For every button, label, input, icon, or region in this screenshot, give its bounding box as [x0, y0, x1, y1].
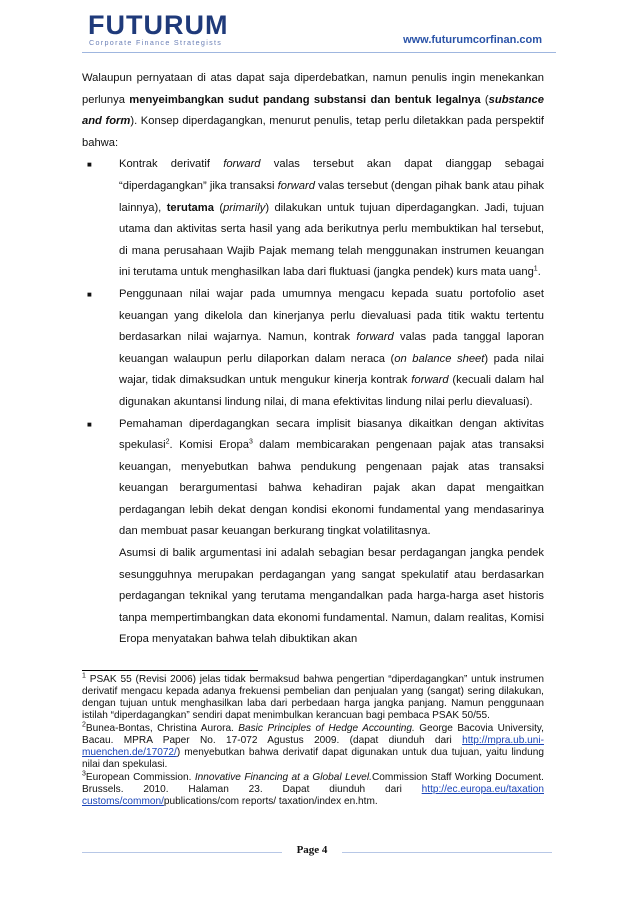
b1-t5: ) dilakukan untuk tujuan diperdagangkan. Jadi, tujuan utama dan aktivitas serta hasil yang ada berikutnya perlu membuktikan hal tersebut, di mana perusahaan Wajib Pajak memang telah menggunakan instrumen keuangan ini terutama untuk menghasilkan laba dari fluktuasi (jangka pendek) kurs mata uang	[119, 201, 544, 279]
b1-i1: forward	[223, 158, 261, 171]
bullet-item-1	[82, 154, 544, 284]
fn3-title: Innovative Financing at a Global Level.	[194, 772, 372, 783]
b2-t1: Penggunaan nilai wajar pada umumnya mengacu kepada suatu portofolio aset keuangan yang dikelola dan kinerjanya perlu dievaluasi pada titik waktu tertentu berdasarkan nilai wajarnya. Namun, kontrak	[119, 287, 544, 344]
b1-bold: terutama	[166, 201, 214, 214]
bullet-1-text	[119, 154, 544, 284]
intro-term: substance and form	[82, 93, 544, 128]
footnote-ref-3[interactable]: 3	[248, 438, 253, 446]
header-divider	[82, 52, 556, 53]
b2-t3: ) pada nilai wajar, tidak dimaksudkan untuk mengukur kinerja kontrak	[119, 352, 544, 387]
b3-t2: . Komisi Eropa	[169, 439, 249, 452]
futurum-logo	[88, 12, 238, 48]
page-header	[0, 0, 638, 62]
b1-i2: forward	[277, 179, 315, 192]
logo-wordmark: FUTURUM	[88, 10, 229, 40]
bullet-3-text	[119, 414, 544, 544]
fn2-t1: Bunea-Bontas, Christina Aurora.	[85, 723, 239, 734]
fn3-t1: European Commission.	[85, 772, 195, 783]
b1-t4: (	[213, 201, 224, 214]
footnote-ref-1[interactable]: 1	[533, 265, 538, 273]
b2-i2: on balance sheet	[394, 352, 485, 365]
page-number: Page 4	[282, 844, 342, 856]
document-body	[82, 68, 544, 651]
footnote-1-number: 1	[82, 672, 86, 680]
footnote-1-text: PSAK 55 (Revisi 2006) jelas tidak bermaksud bahwa pengertian “diperdagangkan” untuk instrumen derivatif mengacu kepada adanya frekuensi pembelian dan penjualan yang (sangat) sering dilakukan, dengan tujuan untuk menghasilkan laba dari perbedaan harga jangka panjang. Namun penggunaan istilah “diperdagangkan” sendiri dapat menimbulkan kerancuan bagi pembaca PSAK 50/55.	[82, 674, 544, 721]
footnote-2	[82, 723, 544, 771]
b1-t1: Kontrak derivatif	[119, 158, 224, 171]
footnote-3-link[interactable]: http://ec.europa.eu/taxation customs/common/	[82, 784, 544, 807]
footnote-2-link[interactable]: http://mpra.ub.uni-muenchen.de/17072/	[82, 735, 544, 758]
bullet-3-continuation: Asumsi di balik argumentasi ini adalah sebagian besar perdagangan jangka pendek sesungguhnya merupakan perdagangan yang sangat spekulatif atau berdasarkan perdagangan teknikal yang terutama mengandalkan pada harga-harga aset historis tanpa mempertimbangkan data ekonomi fundamental. Namun, dalam realitas, Komisi Eropa menyatakan bahwa telah dibuktikan akan	[119, 547, 544, 646]
b3-t3: dalam membicarakan pengenaan pajak atas transaksi keuangan, menyebutkan bahwa pendukung pengenaan pajak atas transaksi keuangan berargumentasi bahwa kehadiran pajak akan dapat mengaitkan perdagangan lebih dekat dengan kondisi ekonomi fundamental yang mendasarinya dan membuat pasar keuangan berkurang tingkat volatilitasnya.	[119, 439, 544, 538]
intro-paragraph	[82, 68, 544, 154]
intro-text-3: ). Konsep diperdagangkan, menurut penulis, tetap perlu diletakkan pada perspektif bahwa:	[82, 115, 545, 149]
intro-text-2: (	[480, 93, 489, 106]
footnote-ref-2[interactable]: 2	[165, 438, 170, 446]
intro-text-1: Walaupun pernyataan di atas dapat saja diperdebatkan, namun penulis ingin menekankan perlunya	[82, 72, 544, 106]
logo-tagline: Corporate Finance Strategists	[89, 38, 223, 47]
footnote-divider	[82, 670, 258, 671]
b3-t1: Pemahaman diperdagangkan secara implisit biasanya dikaitkan dengan aktivitas spekulasi	[119, 417, 544, 452]
square-bullet-icon: ■	[87, 160, 92, 170]
fn2-t2: George Bacovia University, Bacau. MPRA Paper No. 17-072 Agustus 2009. (dapat diunduh dari	[82, 723, 544, 746]
fn3-t2: Commission Staff Working Document. Brussels. 2010. Halaman 23. Dapat diunduh dari	[82, 772, 544, 795]
website-url[interactable]: www.futurumcorfinan.com	[403, 34, 542, 46]
b1-t3: valas tersebut (dengan pihak bank atau pihak lainnya),	[119, 179, 545, 214]
footnote-2-number: 2	[82, 721, 86, 729]
footnote-3-number: 3	[82, 770, 86, 778]
bullet-item-3	[82, 414, 544, 652]
b1-i3: primarily	[223, 201, 266, 214]
b2-t4: (kecuali dalam hal digunakan akuntansi lindung nilai, di mana efektivitas lindung nilai perlu dievaluasi).	[119, 374, 545, 408]
b1-t6: .	[537, 266, 541, 279]
bullet-2-text	[119, 284, 544, 414]
bullet-item-2	[82, 284, 544, 414]
fn2-title: Basic Principles of Hedge Accounting.	[238, 723, 415, 734]
footnotes	[82, 674, 544, 809]
b1-t2: valas tersebut akan dapat dianggap sebagai “diperdagangkan” jika transaksi	[119, 158, 544, 192]
b2-i1: forward	[356, 331, 394, 344]
fn3-t3: publications/com reports/ taxation/index en.htm.	[163, 796, 378, 807]
b2-t2: valas pada tanggal laporan keuangan walaupun perlu dilaporkan dalam neraca (	[119, 331, 545, 365]
intro-emphasis: menyeimbangkan sudut pandang substansi dan bentuk legalnya	[129, 93, 481, 106]
square-bullet-icon: ■	[87, 419, 92, 429]
footnote-1	[82, 674, 544, 722]
square-bullet-icon: ■	[87, 289, 92, 299]
b2-i3: forward	[411, 374, 449, 387]
footnote-3	[82, 772, 544, 808]
fn2-t3: ) menyebutkan bahwa derivatif dapat digunakan untuk dua tujuan, yaitu lindung nilai dan spekulasi.	[82, 747, 544, 770]
